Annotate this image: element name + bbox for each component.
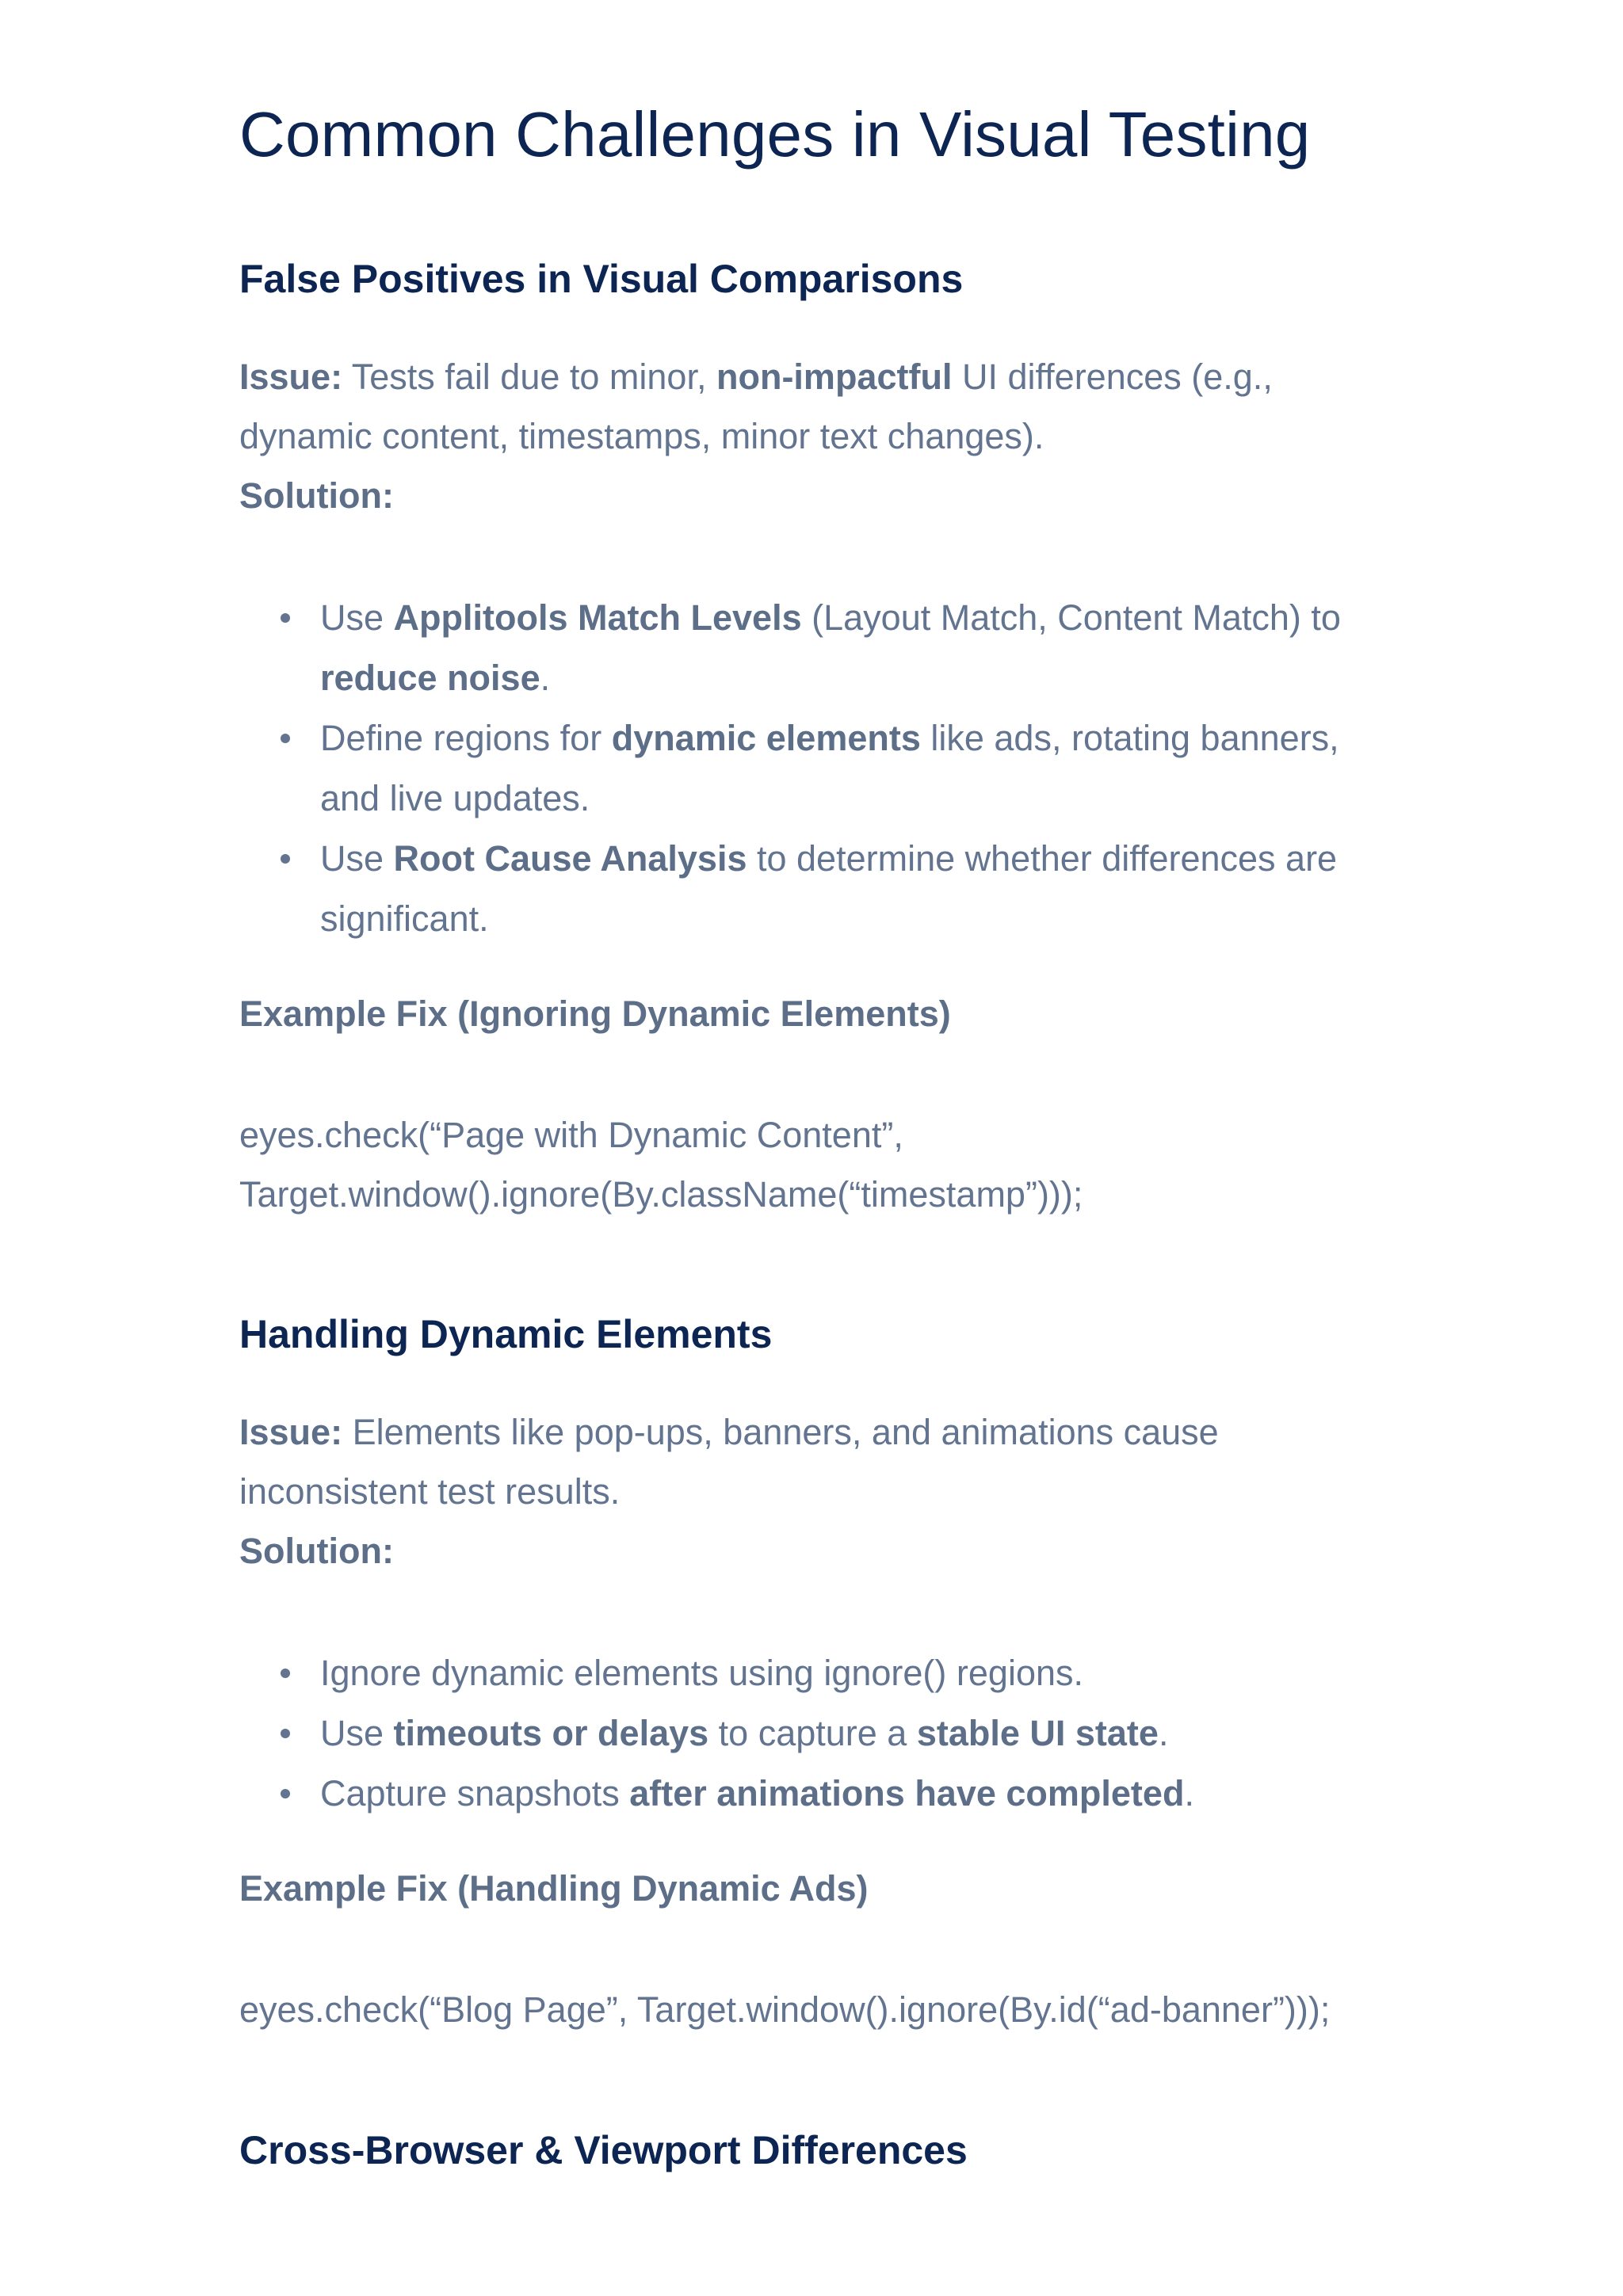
- bullet-icon: [281, 1669, 290, 1678]
- list-item: Define regions for dynamic elements like ads, rotating banners, and live updates.: [239, 708, 1444, 829]
- solution-label: Solution:: [239, 1531, 394, 1571]
- solution-list: [239, 588, 1444, 949]
- code-line: Target.window().ignore(By.className(“timestamp”)));: [239, 1174, 1083, 1215]
- issue-bold: non-impactful: [716, 357, 953, 397]
- list-item: Use timeouts or delays to capture a stable UI state.: [239, 1703, 1444, 1764]
- example-label: Example Fix (Ignoring Dynamic Elements): [239, 994, 951, 1034]
- issue-label: Issue:: [239, 1412, 343, 1452]
- bullet-icon: [281, 613, 290, 623]
- issue-paragraph: [239, 1402, 1444, 1581]
- bullet-icon: [281, 854, 290, 864]
- issue-label: Issue:: [239, 357, 343, 397]
- bullet-icon: [281, 734, 290, 743]
- list-item: Use Root Cause Analysis to determine whether differences are significant.: [239, 829, 1444, 949]
- section-heading-false-positives: False Positives in Visual Comparisons: [239, 257, 964, 301]
- section-heading-cross-browser: Cross-Browser & Viewport Differences: [239, 2128, 968, 2172]
- code-line: eyes.check(“Page with Dynamic Content”,: [239, 1115, 903, 1155]
- bullet-icon: [281, 1729, 290, 1738]
- issue-paragraph: [239, 347, 1444, 525]
- solution-list: [239, 1643, 1444, 1824]
- code-line: eyes.check(“Blog Page”, Target.window().ignore(By.id(“ad-banner”)));: [239, 1989, 1331, 2030]
- section-heading-dynamic-elements: Handling Dynamic Elements: [239, 1312, 773, 1356]
- bullet-icon: [281, 1789, 290, 1798]
- issue-text: dynamic content, timestamps, minor text changes).: [239, 416, 1044, 456]
- page-title: Common Challenges in Visual Testing: [239, 99, 1311, 170]
- issue-text: Tests fail due to minor,: [342, 357, 716, 397]
- list-item: Ignore dynamic elements using ignore() regions.: [239, 1643, 1444, 1703]
- example-label: Example Fix (Handling Dynamic Ads): [239, 1868, 869, 1909]
- solution-label: Solution:: [239, 475, 394, 516]
- issue-text: inconsistent test results.: [239, 1471, 621, 1512]
- issue-text: Elements like pop-ups, banners, and animations cause: [342, 1412, 1219, 1452]
- issue-text: UI differences (e.g.,: [952, 357, 1273, 397]
- list-item: Capture snapshots after animations have completed.: [239, 1764, 1444, 1824]
- list-item: Use Applitools Match Levels (Layout Match, Content Match) to reduce noise.: [239, 588, 1444, 708]
